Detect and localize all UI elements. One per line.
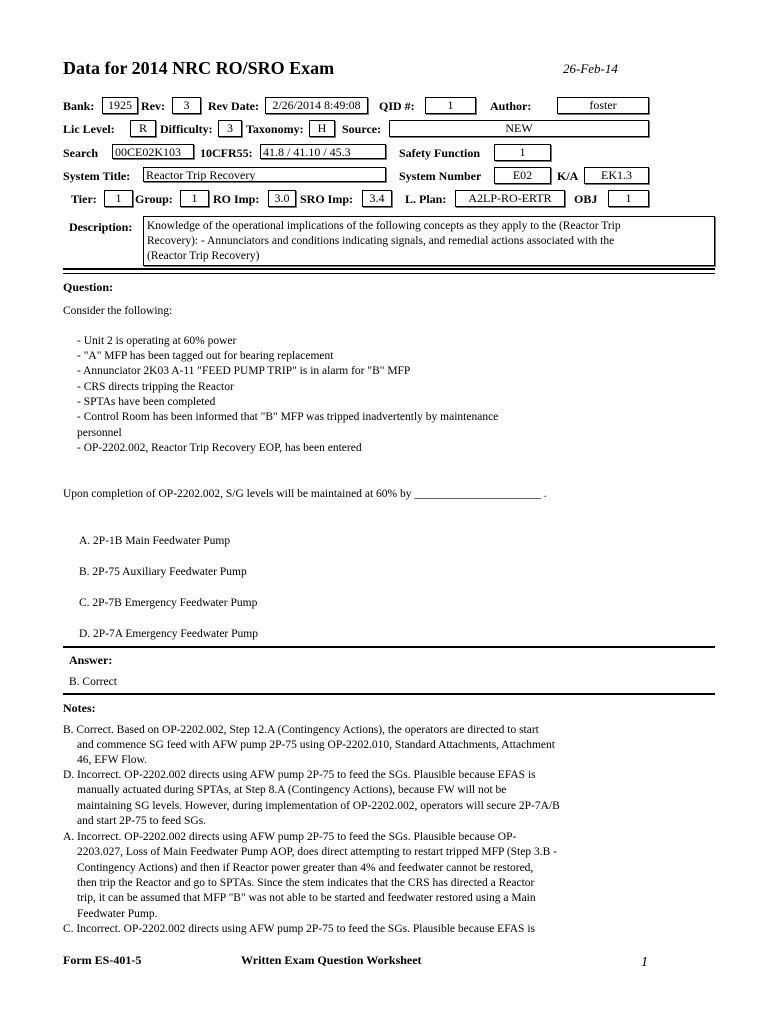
worksheet-title: Written Exam Question Worksheet (241, 953, 422, 967)
answer-choice-a: A. 2P-1B Main Feedwater Pump (79, 535, 231, 547)
answer-choice-b: B. 2P-75 Auxiliary Feedwater Pump (79, 566, 247, 578)
group-label: Group: (135, 192, 173, 206)
page-title: Data for 2014 NRC RO/SRO Exam (63, 58, 335, 78)
question-stem: Upon completion of OP-2202.002, S/G levels will be maintained at 60% by ______________________ . (63, 488, 547, 500)
obj-label: OBJ (574, 192, 598, 206)
cfr-label: 10CFR55: (200, 146, 253, 160)
notes-line: C. Incorrect. OP-2202.002 directs using AFW pump 2P-75 to feed the SGs. Plausible because EFAS is (63, 923, 535, 935)
difficulty-field: 3 (218, 120, 242, 137)
ka-label: K/A (557, 169, 579, 183)
notes-line: manually actuated during SPTAs, at Step 8.A (Contingency Actions), because FW will not be (77, 784, 507, 796)
question-bullet: - SPTAs have been completed (77, 396, 216, 408)
source-field: NEW (389, 120, 649, 137)
question-bullet: - CRS directs tripping the Reactor (77, 381, 234, 393)
tier-label: Tier: (71, 192, 97, 206)
form-number: Form ES-401-5 (63, 953, 142, 967)
page-number: 1 (641, 955, 648, 970)
question-intro: Consider the following: (63, 305, 173, 317)
rev-label: Rev: (141, 99, 165, 113)
taxonomy-label: Taxonomy: (246, 122, 304, 136)
question-label: Question: (63, 280, 114, 294)
notes-line: trip, it can be assumed that MFP "B" was not able to be started and feedwater restored using a Main (77, 892, 536, 904)
search-label: Search (63, 146, 99, 160)
rev-date-label: Rev Date: (208, 99, 259, 113)
question-bullet: - Annunciator 2K03 A-11 "FEED PUMP TRIP" is in alarm for "B" MFP (77, 365, 411, 377)
system-number-field: E02 (494, 167, 551, 184)
notes-line: Contingency Actions) and then if Reactor power greater than 4% and feedwater cannot be restored, (77, 862, 534, 874)
rev-date-field: 2/26/2014 8:49:08 (265, 97, 368, 114)
system-title-label: System Title: (63, 169, 131, 183)
sro-imp-field: 3.4 (362, 190, 392, 207)
notes-line: A. Incorrect. OP-2202.002 directs using AFW pump 2P-75 to feed the SGs. Plausible because OP- (63, 831, 517, 843)
exam-date: 26-Feb-14 (563, 61, 618, 76)
description-box (143, 216, 715, 266)
author-label: Author: (490, 99, 532, 113)
tier-field: 1 (104, 190, 133, 207)
lic-level-label: Lic Level: (63, 122, 115, 136)
taxonomy-field: H (309, 120, 335, 137)
group-field: 1 (180, 190, 209, 207)
question-bullet: - Control Room has been informed that "B" MFP was tripped inadvertently by maintenance (77, 411, 499, 423)
qid-field: 1 (425, 97, 476, 114)
question-bullet: personnel (77, 427, 122, 439)
lplan-label: L. Plan: (405, 192, 447, 206)
notes-line: 2203.027, Loss of Main Feedwater Pump AOP, does direct attempting to restart tripped MFP (Step 3.B - (77, 846, 557, 858)
notes-line: maintaining SG levels. However, during implementation of OP-2202.002, operators will secure 2P-7A/B (77, 800, 560, 812)
source-label: Source: (342, 122, 382, 136)
notes-label: Notes: (63, 701, 96, 715)
notes-line: and commence SG feed with AFW pump 2P-75 using OP-2202.010, Standard Attachments, Attachment (77, 739, 555, 751)
bank-field: 1925 (102, 97, 138, 114)
cfr-field: 41.8 / 41.10 / 45.3 (260, 144, 386, 159)
divider (63, 646, 715, 648)
description-label: Description: (69, 220, 133, 234)
lplan-field: A2LP-RO-ERTR (455, 190, 565, 207)
question-bullet: - OP-2202.002, Reactor Trip Recovery EOP, has been entered (77, 442, 362, 454)
sro-imp-label: SRO Imp: (300, 192, 354, 206)
description-line: (Reactor Trip Recovery) (147, 250, 260, 262)
divider (63, 693, 715, 695)
description-line: Recovery): - Annunciators and conditions indicating signals, and remedial actions associated with the (147, 235, 615, 247)
safety-function-label: Safety Function (399, 146, 480, 160)
notes-line: and start 2P-75 to feed SGs. (77, 815, 207, 827)
notes-line: Feedwater Pump. (77, 908, 158, 920)
answer-value: B. Correct (69, 676, 117, 688)
notes-line: D. Incorrect. OP-2202.002 directs using AFW pump 2P-75 to feed the SGs. Plausible because EFAS is (63, 769, 536, 781)
lic-level-field: R (130, 120, 156, 137)
answer-choice-d: D. 2P-7A Emergency Feedwater Pump (79, 628, 258, 640)
ro-imp-field: 3.0 (268, 190, 296, 207)
notes-line: 46, EFW Flow. (77, 754, 147, 766)
answer-choice-c: C. 2P-7B Emergency Feedwater Pump (79, 597, 258, 609)
ro-imp-label: RO Imp: (213, 192, 260, 206)
bank-label: Bank: (63, 99, 95, 113)
answer-label: Answer: (69, 653, 113, 667)
author-field: foster (557, 97, 649, 114)
safety-function-field: 1 (494, 144, 551, 161)
question-bullet: - "A" MFP has been tagged out for bearing replacement (77, 350, 334, 362)
notes-line: then trip the Reactor and go to SPTAs. Since the stem indicates that the CRS has directed a Reactor (77, 877, 535, 889)
rev-field: 3 (172, 97, 201, 114)
qid-label: QID #: (379, 99, 415, 113)
search-field: 00CE02K103 (112, 144, 194, 159)
system-number-label: System Number (399, 169, 482, 183)
system-title-field: Reactor Trip Recovery (143, 167, 386, 182)
question-bullet: - Unit 2 is operating at 60% power (77, 335, 237, 347)
divider (63, 273, 715, 274)
obj-field: 1 (608, 190, 649, 207)
notes-line: B. Correct. Based on OP-2202.002, Step 12.A (Contingency Actions), the operators are directed to start (63, 724, 539, 736)
divider (63, 268, 715, 270)
description-line: Knowledge of the operational implications of the following concepts as they apply to the (Reactor Trip (147, 220, 621, 232)
ka-field: EK1.3 (584, 167, 649, 184)
difficulty-label: Difficulty: (160, 122, 213, 136)
